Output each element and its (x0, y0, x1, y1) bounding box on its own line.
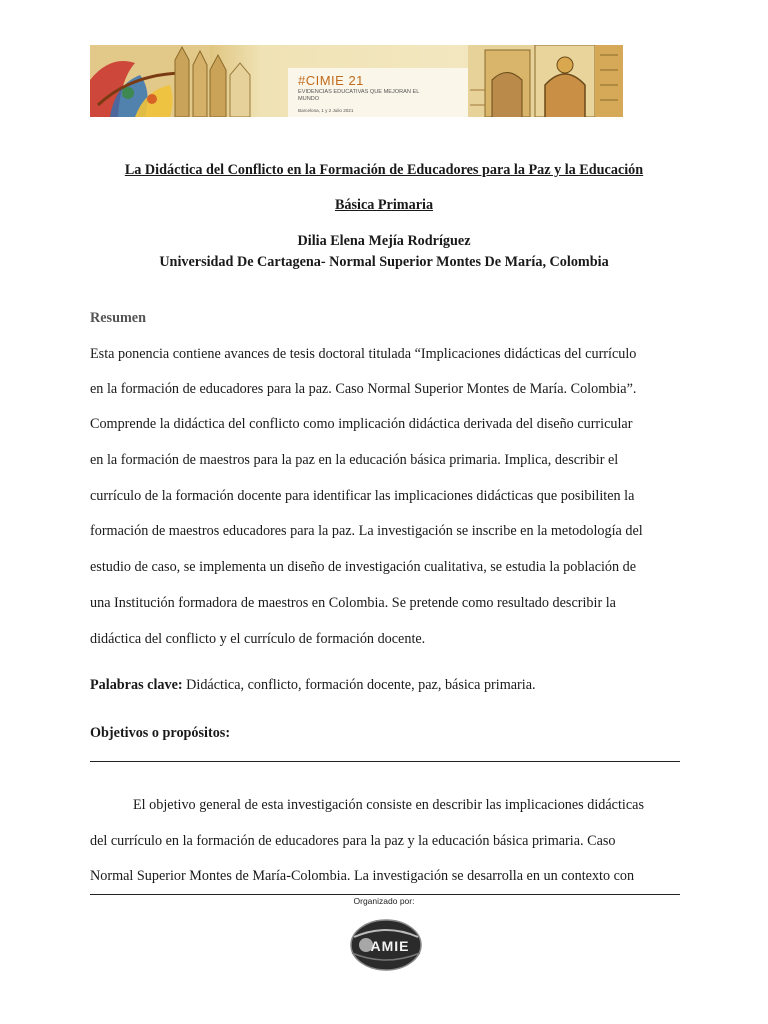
banner-title: #CIMIE 21 (298, 73, 364, 88)
conference-banner (90, 45, 623, 117)
objectives-heading: Objetivos o propósitos: (90, 725, 231, 741)
section-divider (90, 761, 680, 762)
abstract-line: formación de maestros educadores para la paz. La investigación se inscribe en la metodología del (90, 523, 643, 539)
banner-date: Barcelona, 1 y 2 Julio 2021 (298, 108, 354, 113)
objectives-line: Normal Superior Montes de María-Colombia. La investigación se desarrolla en un contexto con (90, 868, 635, 884)
abstract-line: didáctica del conflicto y el currículo de formación docente. (90, 631, 426, 647)
banner-card (288, 68, 468, 117)
banner-subtitle: EVIDENCIAS EDUCATIVAS QUE MEJORAN EL MUNDO (298, 89, 420, 102)
abstract-heading: Resumen (90, 310, 146, 326)
logo-text: AMIE (370, 938, 410, 954)
amie-logo (346, 915, 424, 973)
paper-title-line-1: La Didáctica del Conflicto en la Formación de Educadores para la Paz y la Educación (124, 162, 644, 178)
keywords-label: Palabras clave: (90, 677, 183, 693)
footer-divider (90, 894, 680, 895)
abstract-line: Esta ponencia contiene avances de tesis doctoral titulada “Implicaciones didácticas del currículo (90, 346, 637, 362)
organized-by-label: Organizado por: (353, 896, 415, 906)
abstract-line: en la formación de educadores para la paz. Caso Normal Superior Montes de María. Colombia”. (90, 381, 637, 397)
abstract-line: currículo de la formación docente para identificar las implicaciones didácticas que posibiliten la (90, 488, 635, 504)
keywords-text: Didáctica, conflicto, formación docente, paz, básica primaria. (182, 677, 536, 693)
author-name: Dilia Elena Mejía Rodríguez (297, 233, 471, 249)
abstract-line: en la formación de maestros para la paz en la educación básica primaria. Implica, describir el (90, 452, 619, 468)
author-affiliation: Universidad De Cartagena- Normal Superior Montes De María, Colombia (159, 254, 609, 270)
objectives-line: El objetivo general de esta investigación consiste en describir las implicaciones didácticas (133, 797, 644, 813)
abstract-line: estudio de caso, se implementa un diseño de investigación cualitativa, se estudia la población de (90, 559, 637, 575)
abstract-line: una Institución formadora de maestros en Colombia. Se pretende como resultado describir la (90, 595, 616, 611)
paper-title-line-2: Básica Primaria (334, 197, 434, 213)
abstract-line: Comprende la didáctica del conflicto como implicación didáctica derivada del diseño curricular (90, 416, 633, 432)
objectives-line: del currículo en la formación de educadores para la paz y la educación básica primaria. Caso (90, 833, 616, 849)
keywords (90, 677, 536, 694)
